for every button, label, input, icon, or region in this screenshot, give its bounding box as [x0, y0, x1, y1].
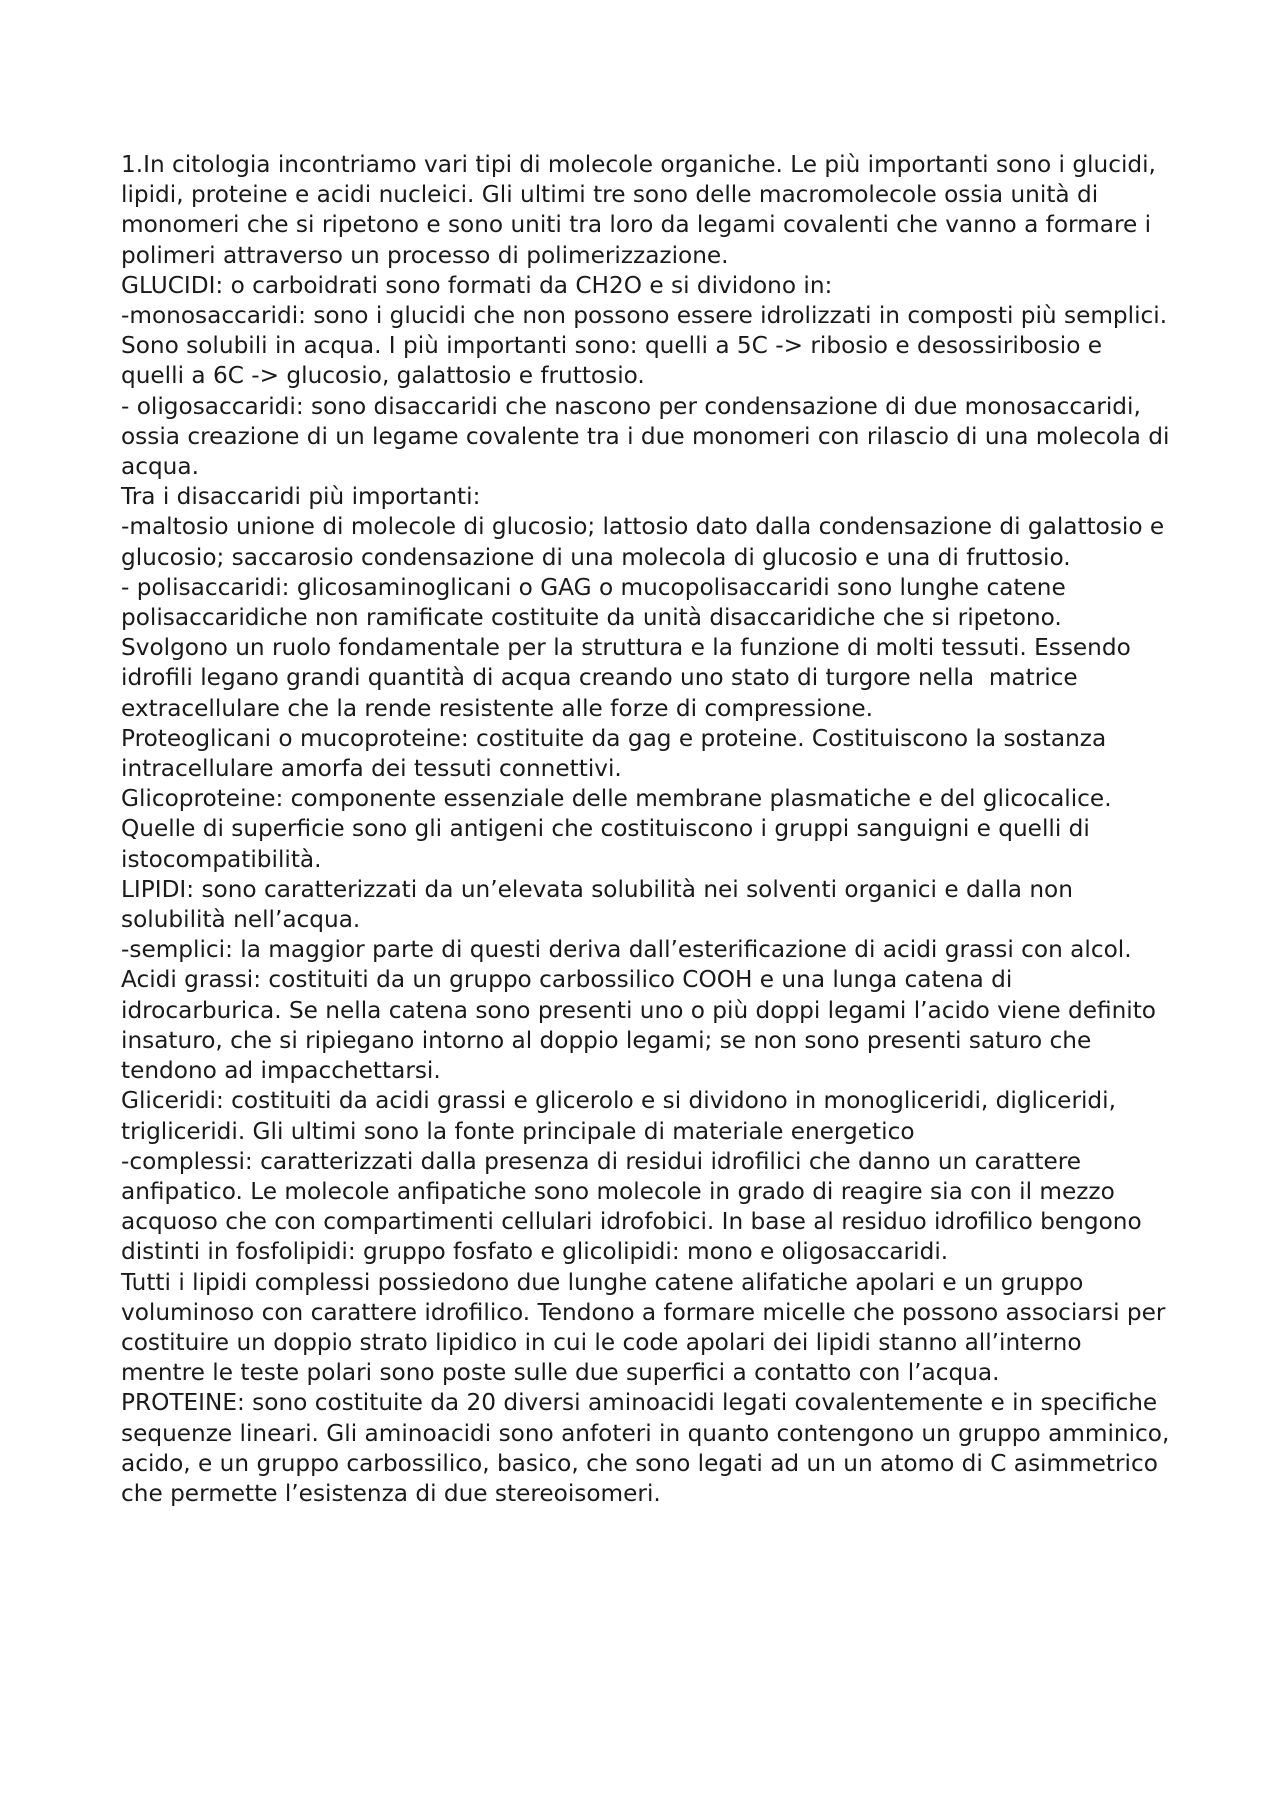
- paragraph-disaccaridi-intro: Tra i disaccaridi più importanti:: [121, 483, 481, 511]
- paragraph-lipidi-heading: LIPIDI: sono caratterizzati da un’elevata solubilità nei solventi organici e dalla non solubilità nell’acqua.: [121, 875, 1081, 934]
- paragraph-oligosaccaridi: - oligosaccaridi: sono disaccaridi che nascono per condensazione di due monosaccaridi, ossia creazione di un legame covalente tra i due monomeri con rilascio di una molecola di acqua.: [121, 392, 1177, 481]
- paragraph-acidi-grassi: Acidi grassi: costituiti da un gruppo carbossilico COOH e una lunga catena di idrocarburica. Se nella catena sono presenti uno o più doppi legami l’acido viene definito insaturo, che si ripiegano intorno al doppio legami; se non sono presenti saturo che tendono ad impacchettarsi.: [121, 966, 1164, 1085]
- document-page: [121, 150, 1177, 1509]
- paragraph-monosaccaridi: -monosaccaridi: sono i glucidi che non possono essere idrolizzati in composti più semplici. Sono solubili in acqua. I più importanti sono: quelli a 5C -> ribosio e desossiribosio e quelli a 6C -> glucosio, galattosio e fruttosio.: [121, 302, 1175, 390]
- paragraph-proteoglicani: Proteoglicani o mucoproteine: costituite da gag e proteine. Costituiscono la sostanza intracellulare amorfa dei tessuti connettivi.: [121, 724, 1114, 783]
- paragraph-gliceridi: Gliceridi: costituiti da acidi grassi e glicerolo e si dividono in monogliceridi, digliceridi, trigliceridi. Gli ultimi sono la fonte principale di materiale energetico: [121, 1087, 1124, 1145]
- paragraph-glucidi-heading: GLUCIDI: o carboidrati sono formati da CH2O e si dividono in:: [121, 271, 833, 299]
- paragraph-intro: 1.In citologia incontriamo vari tipi di molecole organiche. Le più importanti sono i glucidi, lipidi, proteine e acidi nucleici. Gli ultimi tre sono delle macromolecole ossia unità di monomeri che si ripetono e sono uniti tra loro da legami covalenti che vanno a formare i polimeri attraverso un processo di polimerizzazione.: [121, 151, 1164, 269]
- paragraph-disaccaridi-list: -maltosio unione di molecole di glucosio; lattosio dato dalla condensazione di galattosio e glucosio; saccarosio condensazione di una molecola di glucosio e una di fruttosio.: [121, 513, 1172, 571]
- paragraph-lipidi-struttura: Tutti i lipidi complessi possiedono due lunghe catene alifatiche apolari e un gruppo voluminoso con carattere idrofilico. Tendono a formare micelle che possono associarsi per costituire un doppio strato lipidico in cui le code apolari dei lipidi stanno all’interno mentre le teste polari sono poste sulle due superfici a contatto con l’acqua.: [121, 1268, 1173, 1387]
- paragraph-glicoproteine: Glicoproteine: componente essenziale delle membrane plasmatiche e del glicocalice. Quelle di superficie sono gli antigeni che costituiscono i gruppi sanguigni e quelli di istocompatibilità.: [121, 785, 1119, 873]
- paragraph-lipidi-semplici: -semplici: la maggior parte di questi deriva dall’esterificazione di acidi grassi con alcol.: [121, 936, 1132, 964]
- paragraph-proteine: PROTEINE: sono costituite da 20 diversi aminoacidi legati covalentemente e in specifiche sequenze lineari. Gli aminoacidi sono anfoteri in quanto contengono un gruppo amminico, acido, e un gruppo carbossilico, basico, che sono legati ad un un atomo di C asimmetrico che permette l’esistenza di due stereoisomeri.: [121, 1389, 1177, 1507]
- paragraph-lipidi-complessi: -complessi: caratterizzati dalla presenza di residui idrofilici che danno un carattere anfipatico. Le molecole anfipatiche sono molecole in grado di reagire sia con il mezzo acquoso che con compartimenti cellulari idrofobici. In base al residuo idrofilico bengono distinti in fosfolipidi: gruppo fosfato e glicolipidi: mono e oligosaccaridi.: [121, 1147, 1150, 1266]
- paragraph-polisaccaridi: - polisaccaridi: glicosaminoglicani o GAG o mucopolisaccaridi sono lunghe catene polisaccaridiche non ramificate costituite da unità disaccaridiche che si ripetono. Svolgono un ruolo fondamentale per la struttura e la funzione di molti tessuti. Essendo idrofili legano grandi quantità di acqua creando uno stato di turgore nella matrice extracellulare che la rende resistente alle forze di compressione.: [121, 573, 1139, 722]
